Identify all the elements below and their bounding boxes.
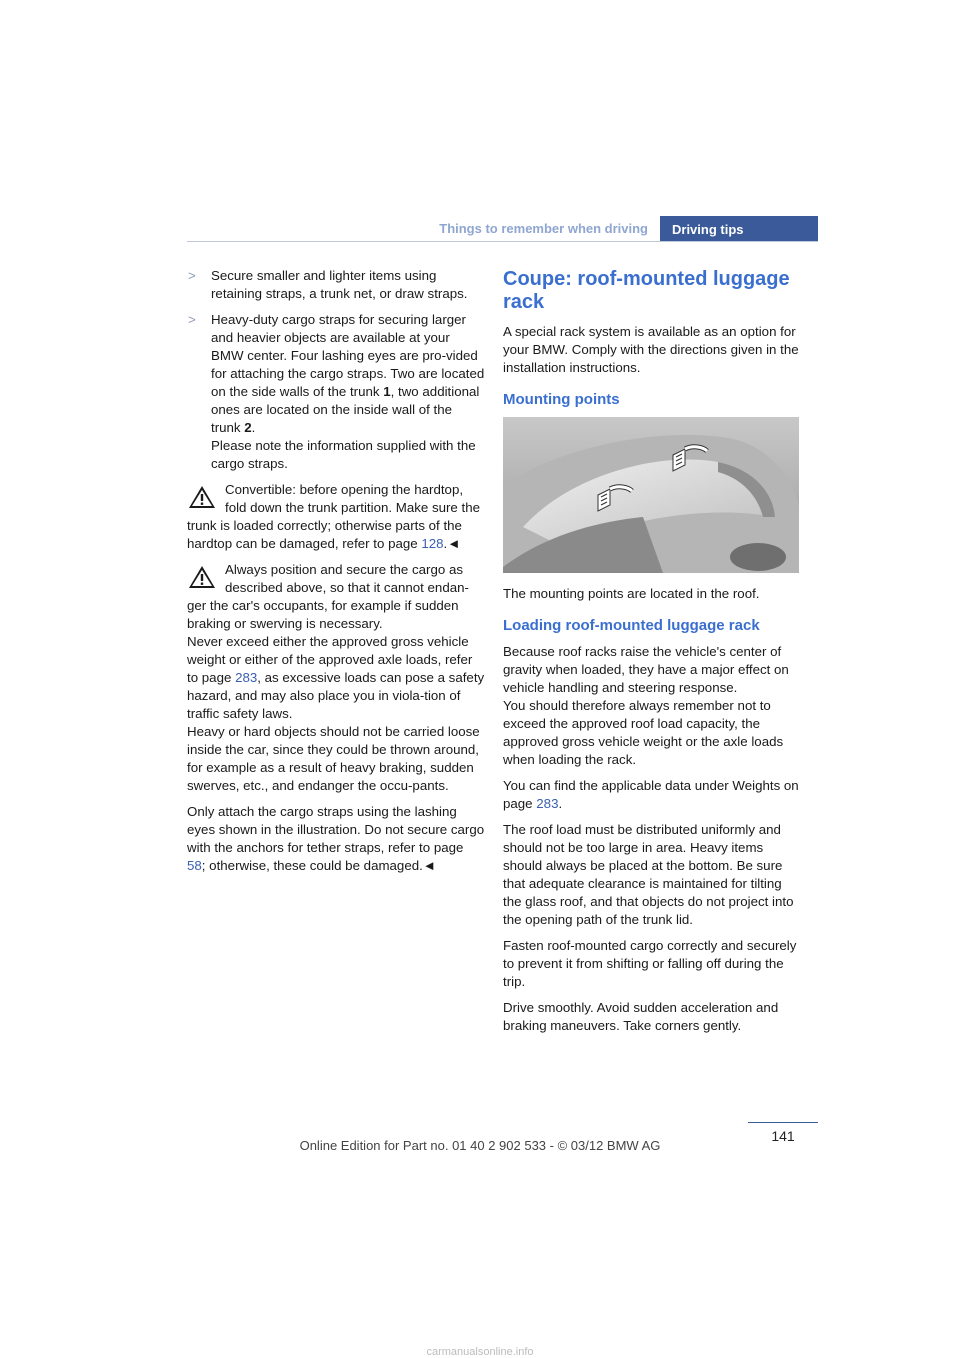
paragraph: The roof load must be distributed uniformly and should not be too large in area. Heavy items should always be placed at the bottom. Be sure that adequate clearance is maintained for tilting the glass roof, and that objects do not project into the opening path of the trunk lid. (503, 822, 794, 927)
header-divider (187, 241, 818, 242)
bullet-marker: > (188, 312, 196, 327)
section-heading: Coupe: roof-mounted luggage rack (503, 268, 790, 313)
page-link-128[interactable]: 128 (421, 536, 444, 551)
paragraph: Fasten roof-mounted cargo correctly and securely to prevent it from shifting or falling off during the trip. (503, 938, 797, 989)
right-column (503, 268, 799, 1043)
warning-icon (187, 484, 217, 510)
subheading-loading: Loading roof-mounted luggage rack (503, 617, 760, 634)
bullet-text: Secure smaller and lighter items using retaining straps, a trunk net, or draw straps. (211, 268, 468, 301)
running-header-section: Things to remember when driving (439, 221, 648, 236)
paragraph: You can find the applicable data under Weights on page 283. (503, 778, 799, 811)
list-item (187, 267, 485, 303)
page-link-283[interactable]: 283 (235, 670, 258, 685)
bullet-marker: > (188, 268, 196, 283)
paragraph: A special rack system is available as an option for your BMW. Comply with the directions given in the installation instructions. (503, 324, 799, 375)
page-number-rule (748, 1122, 818, 1123)
figure-caption: The mounting points are located in the roof. (503, 586, 760, 601)
callout-number-2: 2 (244, 420, 252, 435)
callout-number-1: 1 (383, 384, 391, 399)
edition-footer: Online Edition for Part no. 01 40 2 902 533 - © 03/12 BMW AG (299, 1138, 661, 1153)
site-watermark: carmanualsonline.info (426, 1346, 534, 1358)
list-item: > Heavy-duty cargo straps for securing larger and heavier objects are available at your BMW center. Four lashing eyes are pro-vided for attaching the cargo straps. Two are located on the side walls of the trunk 1, two additional ones are located on the inside wall of the trunk 2. Please note the information supplied with the cargo straps. (188, 312, 485, 471)
warning-convertible: Convertible: before opening the hardtop, fold down the trunk partition. Make sure the trunk is loaded correctly; otherwise parts of the hardtop can be damaged, refer to page 128.◄ (187, 482, 480, 551)
bullet-note: Please note the information supplied with the cargo straps. (211, 438, 476, 471)
roof-rack-illustration (503, 417, 799, 573)
page-number: 141 (771, 1128, 795, 1144)
warning-cargo: Always position and secure the cargo as described above, so that it cannot endan-ger the car's occupants, for example if sudden braking or swerving is necessary. Never exceed either the approved gross vehicle weight or either of the approved axle loads, refer to page 283, as excessive loads can pose a safety hazard, and may also place you in viola-tion of traffic safety laws. Heavy or hard objects should not be carried loose inside the car, since they could be thrown around, for example as a result of heavy braking, sudden swerves, etc., and endanger the occu-pants. (187, 562, 485, 793)
left-column (187, 267, 485, 883)
bullet-text: Heavy-duty cargo straps for securing larger and heavier objects are available at your BMW center. Four lashing eyes are pro-vided for attaching the cargo straps. Two are located on the side walls of the trunk (211, 312, 485, 399)
car-roof-image (503, 417, 799, 573)
chapter-tab: Driving tips (660, 216, 818, 242)
page-link-58[interactable]: 58 (187, 858, 202, 873)
paragraph: Drive smoothly. Avoid sudden acceleration and braking maneuvers. Take corners gently. (503, 1000, 779, 1033)
paragraph: Only attach the cargo straps using the lashing eyes shown in the illustration. Do not secure cargo with the anchors for tether straps, refer to page 58; otherwise, these could be damaged.◄ (187, 804, 485, 873)
subheading-mounting-points: Mounting points (503, 391, 620, 408)
paragraph: Because roof racks raise the vehicle's center of gravity when loaded, they have a major effect on vehicle handling and steering response. You should therefore always remember not to exceed the approved roof load capacity, the approved gross vehicle weight or the axle loads when loading the rack. (503, 644, 789, 767)
warning-icon (187, 564, 217, 590)
page-link-283[interactable]: 283 (536, 796, 559, 811)
